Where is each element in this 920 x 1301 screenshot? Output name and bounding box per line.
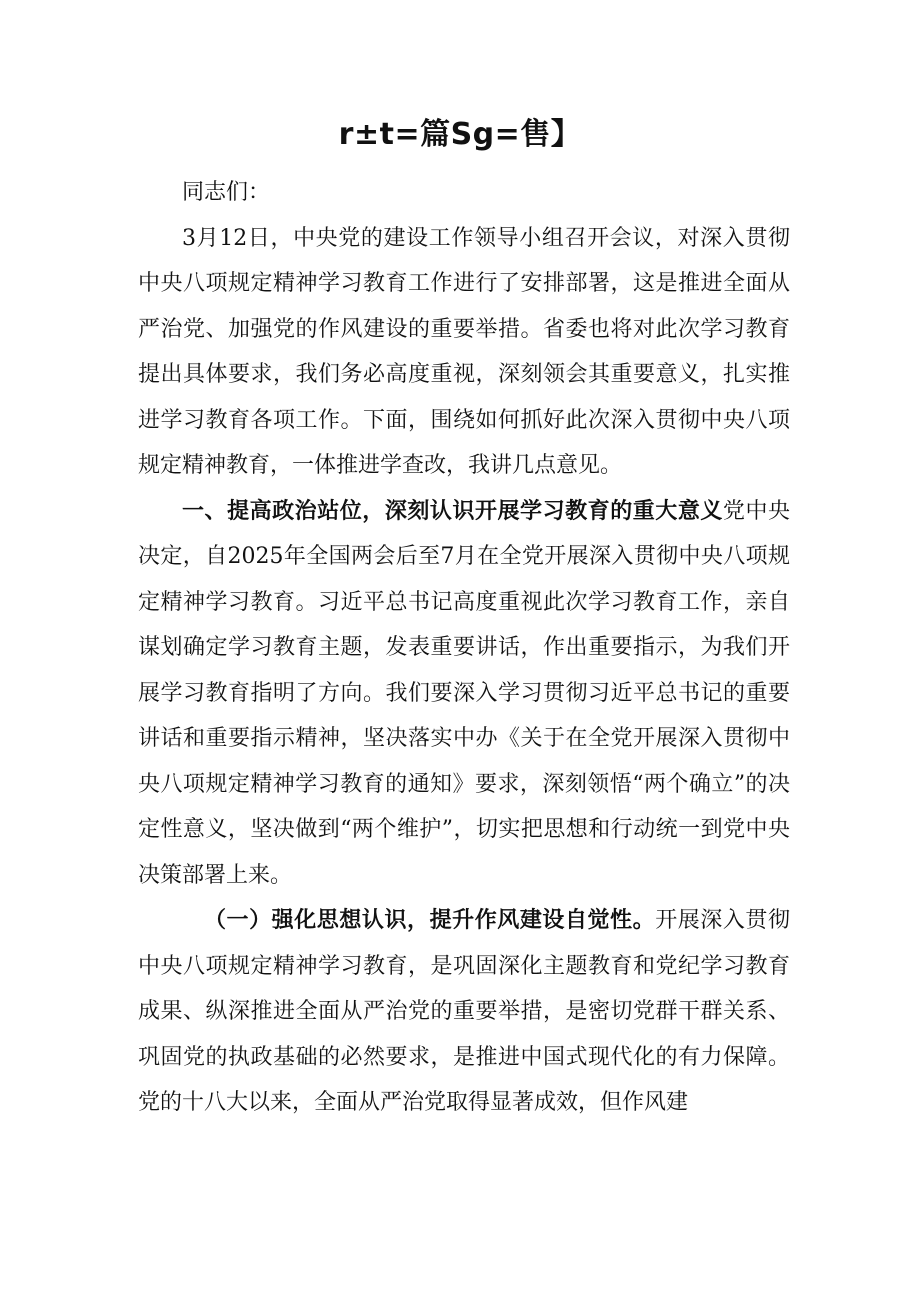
paragraph-subsection-one [138, 898, 790, 1126]
salutation: 同志们： [182, 180, 271, 205]
document-body [138, 170, 790, 1126]
document-title: r±t=篇Sg=售】 [338, 117, 582, 152]
paragraph-intro [138, 216, 790, 489]
paragraph-text: 开展深入贯彻中央八项规定精神学习教育，是巩固深化主题教育和党纪学习教育成果、纵深推进全面从严治党的重要举措，是密切党群干群关系、巩固党的执政基础的必然要求，是推进中国式现代化的有力保障。党的十八大以来，全面从严治党取得显著成效，但作风建 [138, 908, 790, 1115]
paragraph-text: 3月12日，中央党的建设工作领导小组召开会议，对深入贯彻中央八项规定精神学习教育工作进行了安排部署，这是推进全面从严治党、加强党的作风建设的重要举措。省委也将对此次学习教育提出具体要求，我们务必高度重视，深刻领会其重要意义，扎实推进学习教育各项工作。下面，围绕如何抓好此次深入贯彻中央八项规定精神教育，一体推进学查改，我讲几点意见。 [138, 225, 790, 478]
subsection-heading: （一）强化思想认识，提升作风建设自觉性。 [204, 908, 656, 933]
paragraph-section-one [138, 489, 790, 899]
section-heading: 一、提高政治站位，深刻认识开展学习教育的重大意义 [182, 498, 723, 524]
paragraph-text: 党中央决定，自2025年全国两会后至7月在全党开展深入贯彻中央八项规定精神学习教育。习近平总书记高度重视此次学习教育工作，亲自谋划确定学习教育主题，发表重要讲话，作出重要指示，为我们开展学习教育指明了方向。我们要深入学习贯彻习近平总书记的重要讲话和重要指示精神，坚决落实中办《关于在全党开展深入贯彻中央八项规定精神学习教育的通知》要求，深刻领悟“两个确立”的决定性意义，坚决做到“两个维护”，切实把思想和行动统一到党中央决策部署上来。 [138, 498, 790, 888]
